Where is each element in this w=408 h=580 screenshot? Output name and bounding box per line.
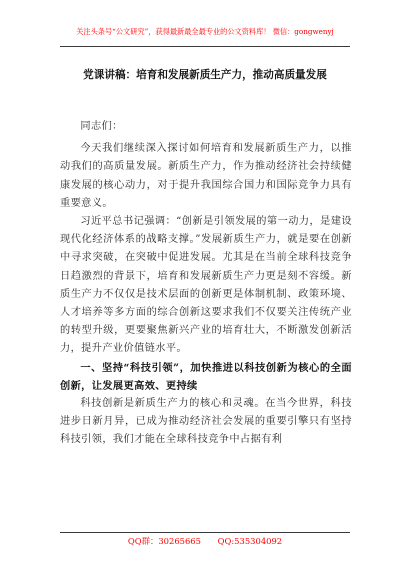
section-heading: 一、坚持“科技引领”，加快推进以科技创新为核心的全面创新，让发展更高效、更持续 <box>60 361 352 392</box>
salutation: 同志们： <box>80 121 123 132</box>
body-paragraph: 今天我们继续深入探讨如何培育和发展新质生产力，以推动我们的高质量发展。新质生产力，作为推动经济社会持续健康发展的核心动力，对于提升我国综合国力和国际竞争力具有重要意义。 <box>60 143 352 209</box>
document-title: 党课讲稿：培育和发展新质生产力，推动高质量发展 <box>83 69 327 81</box>
header-divider <box>60 46 350 47</box>
header-promo-note: 关注头条号“公文研究”，获得最新最全最专业的公文资料库！ 微信：gongwenyj <box>76 27 334 36</box>
section-paragraph: 科技创新是新质生产力的核心和灵魂。在当今世界，科技进步日新月异，已成为推动经济社会发展的重要引擎只有坚持科技引领，我们才能在全球科技竞争中占据有利 <box>60 398 352 446</box>
document-body <box>60 118 352 450</box>
footer-contact: QQ群：30265665 QQ:535304092 <box>127 536 283 546</box>
body-paragraph: 习近平总书记强调：“创新是引领发展的第一动力，是建设现代化经济体系的战略支撑。”发展新质生产力，就是要在创新中寻求突破，在突破中促进发展。尤其是在当前全球科技竞争日趋激烈的背景下，培育和发展新质生产力更是刻不容缓。新质生产力不仅仅是技术层面的创新更是体制机制、政策环境、人才培养等多方面的综合创新这要求我们不仅要关注传统产业的转型升级，更要聚焦新兴产业的培育壮大，不断激发创新活力，提升产业价值链水平。 <box>60 216 352 355</box>
footer-divider <box>60 532 350 533</box>
